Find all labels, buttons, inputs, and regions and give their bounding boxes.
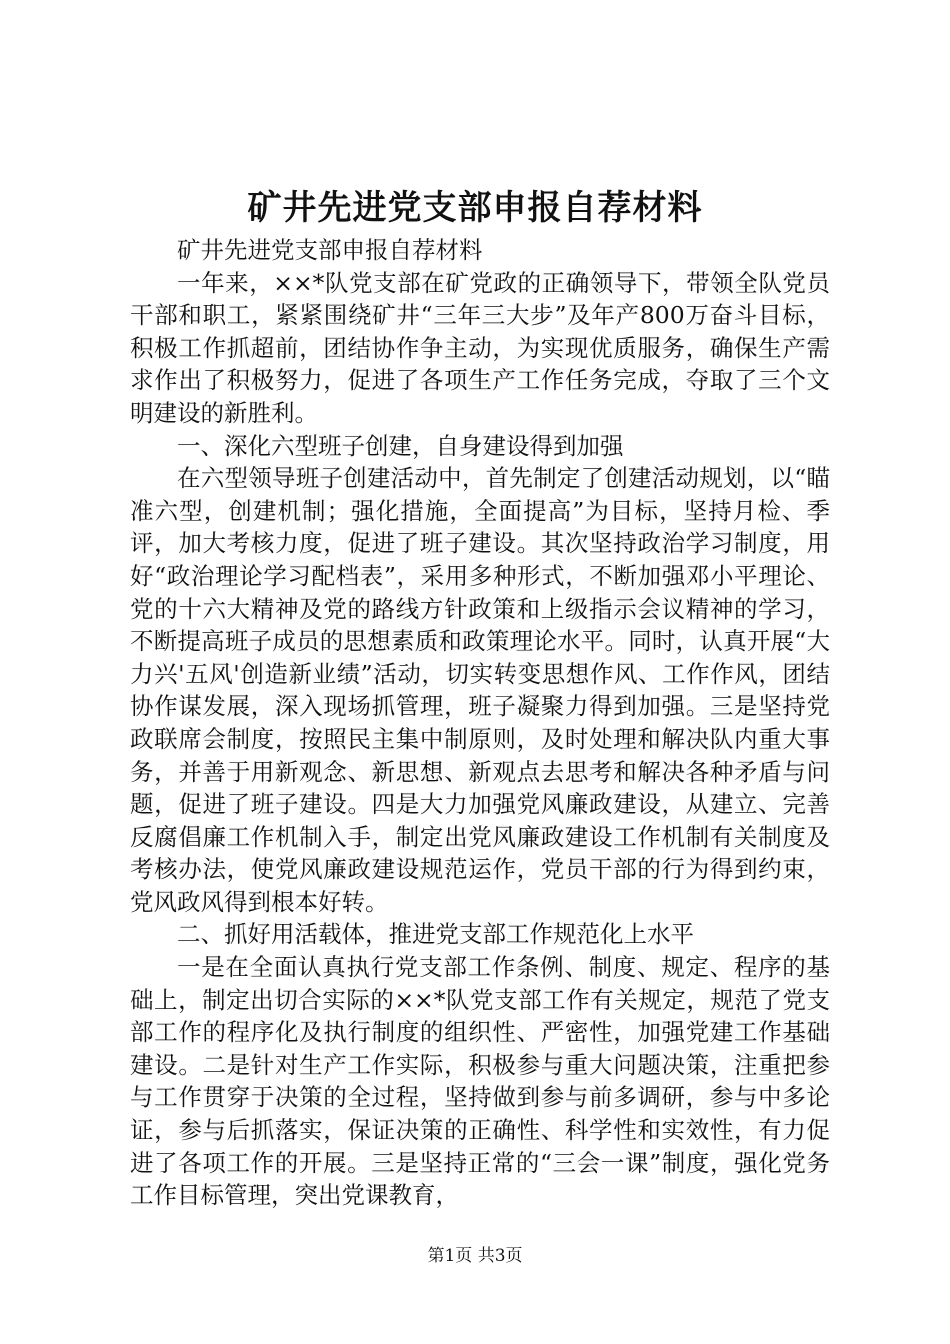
- intro-paragraph: 一年来，××*队党支部在矿党政的正确领导下，带领全队党员干部和职工，紧紧围绕矿井“三年三大步”及年产800万奋斗目标，积极工作抓超前，团结协作争主动，为实现优质服务，确保生产需求作出了积极努力，促进了各项生产工作任务完成，夺取了三个文明建设的新胜利。: [130, 268, 830, 427]
- subtitle-paragraph: 矿井先进党支部申报自荐材料: [177, 236, 483, 264]
- section-heading-2: 二、抓好用活载体，推进党支部工作规范化上水平: [177, 920, 694, 949]
- document-title: 矿井先进党支部申报自荐材料: [247, 188, 703, 228]
- page-number-footer: 第1页 共3页: [427, 1246, 523, 1266]
- section-2-paragraph: 一是在全面认真执行党支部工作条例、制度、规定、程序的基础上，制定出切合实际的××*队党支部工作有关规定，规范了党支部工作的程序化及执行制度的组织性、严密性，加强党建工作基础建设。二是针对生产工作实际，积极参与重大问题决策，注重把参与工作贯穿于决策的全过程，坚持做到参与前多调研，参与中多论证，参与后抓落实，保证决策的正确性、科学性和实效性，有力促进了各项工作的开展。三是坚持正常的“三会一课”制度，强化党务工作目标管理，突出党课教育，: [130, 953, 830, 1210]
- document-body: [130, 234, 830, 1212]
- section-1-paragraph: 在六型领导班子创建活动中，首先制定了创建活动规划，以“瞄准六型，创建机制；强化措施，全面提高”为目标，坚持月检、季评，加大考核力度，促进了班子建设。其次坚持政治学习制度，用好“政治理论学习配档表”，采用多种形式，不断加强邓小平理论、党的十六大精神及党的路线方针政策和上级指示会议精神的学习，不断提高班子成员的思想素质和政策理论水平。同时，认真开展“大力兴'五风'创造新业绩”活动，切实转变思想作风、工作作风，团结协作谋发展，深入现场抓管理，班子凝聚力得到加强。三是坚持党政联席会制度，按照民主集中制原则，及时处理和解决队内重大事务，并善于用新观念、新思想、新观点去思考和解决各种矛盾与问题，促进了班子建设。四是大力加强党风廉政建设，从建立、完善反腐倡廉工作机制入手，制定出党风廉政建设工作机制有关制度及考核办法，使党风廉政建设规范运作，党员干部的行为得到约束，党风政风得到根本好转。: [130, 464, 830, 916]
- section-heading-1: 一、深化六型班子创建，自身建设得到加强: [177, 431, 624, 460]
